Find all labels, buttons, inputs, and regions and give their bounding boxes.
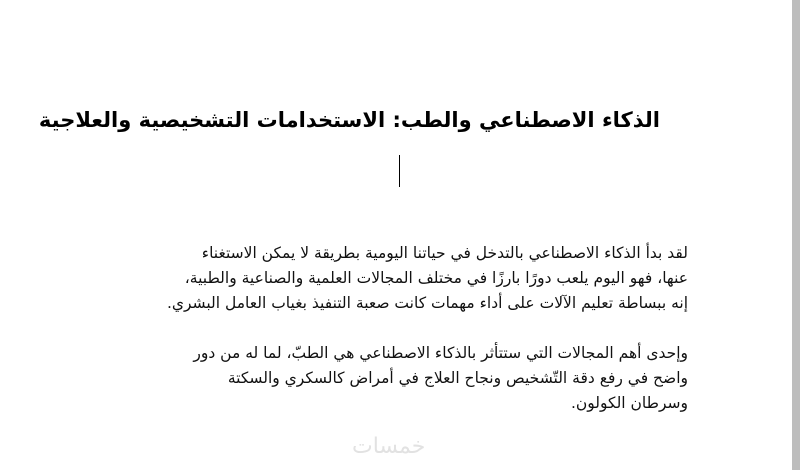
paragraph-line: إنه ببساطة تعليم الآلات على أداء مهمات كانت صعبة التنفيذ بغياب العامل البشري. — [166, 294, 688, 312]
paragraph-line: وإحدى أهم المجالات التي ستتأثر بالذكاء الاصطناعي هي الطبّ، لما له من دور — [193, 344, 688, 362]
watermark-logo: خمسات — [352, 434, 426, 459]
paragraph-line: وسرطان الكولون. — [570, 394, 688, 412]
paragraph-line: عنها، فهو اليوم يلعب دورًا بارزًا في مختلف المجالات العلمية والصناعية والطبية، — [184, 269, 688, 287]
paragraph-1 — [48, 241, 688, 316]
text-cursor — [399, 155, 400, 187]
scrollbar-gutter — [792, 0, 800, 470]
paragraph-2 — [48, 341, 688, 416]
paragraph-line: لقد بدأ الذكاء الاصطناعي بالتدخل في حياتنا اليومية بطريقة لا يمكن الاستغناء — [201, 244, 688, 262]
document-title: الذكاء الاصطناعي والطب: الاستخدامات التشخيصية والعلاجية — [38, 108, 660, 132]
paragraph-line: واضح في رفع دقة التّشخيص ونجاح العلاج في أمراض كالسكري والسكتة — [227, 369, 688, 387]
